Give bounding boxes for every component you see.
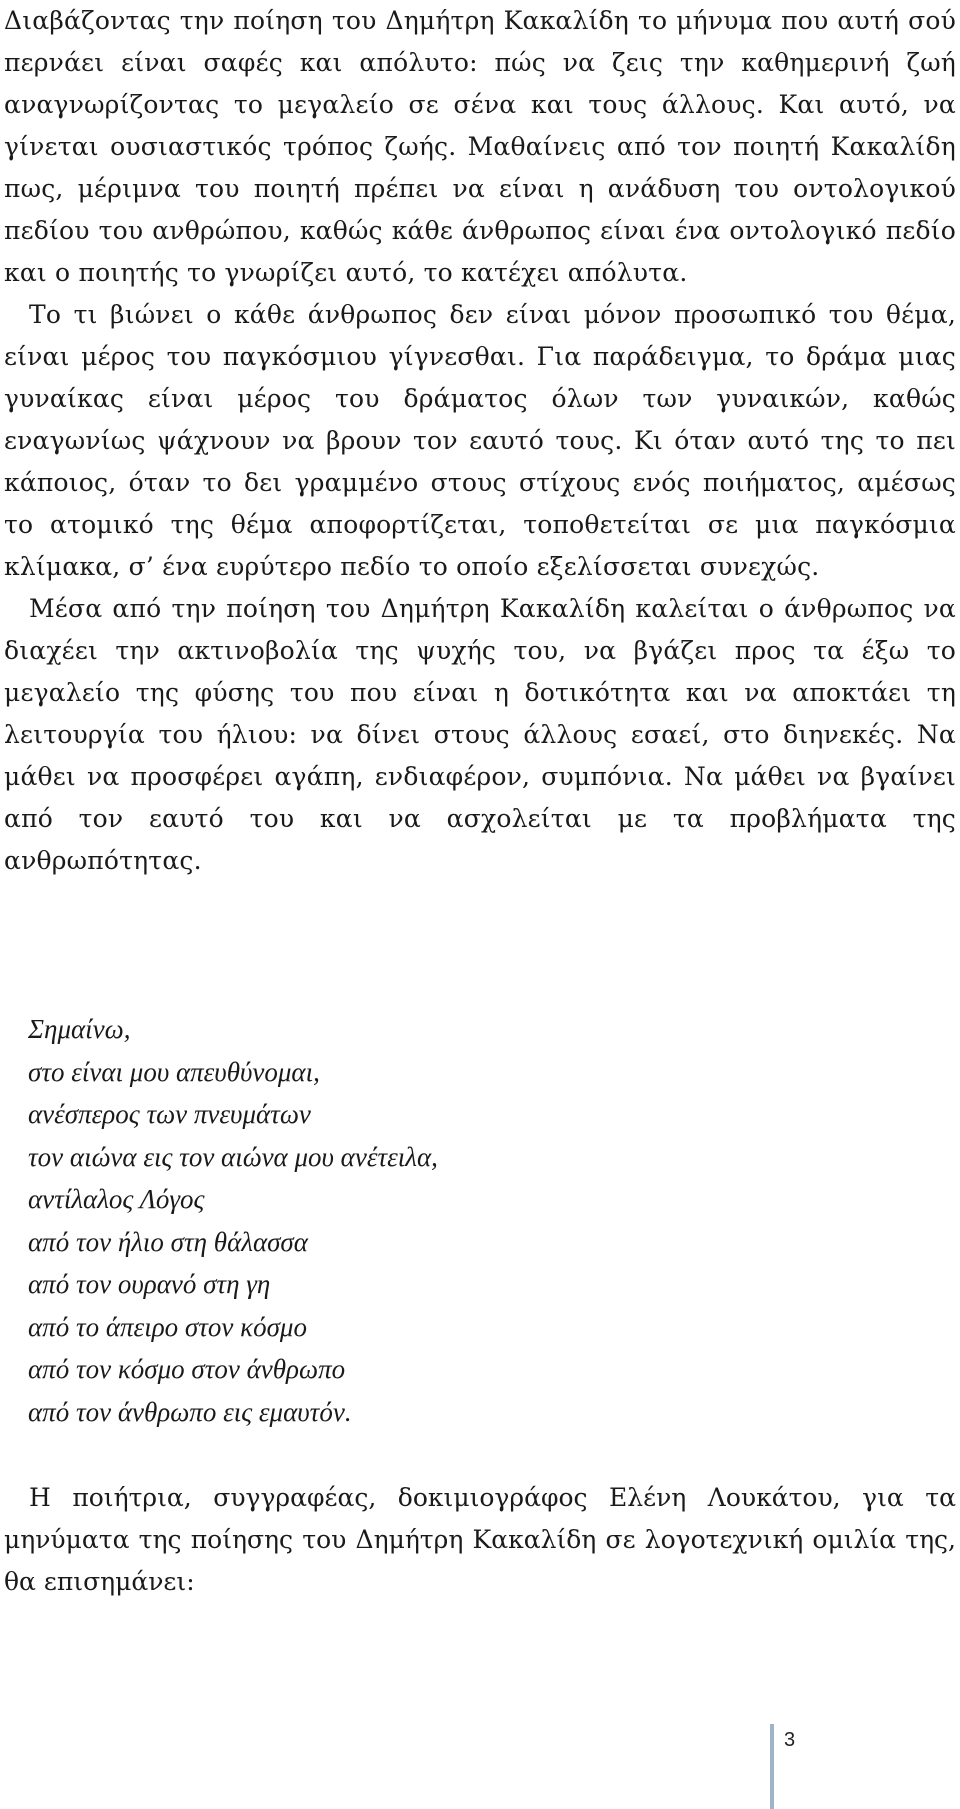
poem-line: από τον ουρανό στη γη [28, 1269, 271, 1299]
page-number: 3 [784, 1729, 796, 1751]
poem-line: από τον άνθρωπο εις εμαυτόν. [28, 1396, 352, 1427]
closing-paragraph: Η ποιήτρια, συγγραφέας, δοκιμιογράφος Ελένη Λουκάτου, για τα μηνύματα της ποίησης του Δημήτρη Κακαλίδη σε λογοτεχνική ομιλία της, θα επισημάνει: [4, 1483, 956, 1596]
body-text [4, 0, 956, 882]
poem-line: αντίλαλος Λόγος [28, 1184, 205, 1214]
poem [28, 1008, 438, 1433]
poem-line: από το άπειρο στον κόσμο [28, 1311, 307, 1342]
page-number-rule [770, 1724, 774, 1809]
paragraph-3: Μέσα από την ποίηση του Δημήτρη Κακαλίδη καλείται ο άνθρωπος να διαχέει την ακτινοβολία της ψυχής του, να βγάζει προς τα έξω το μεγαλείο της φύσης του που είναι η δοτικότητα και να αποκτάει τη λειτουργία του ήλιου: να δίνει στους άλλους εσαεί, στο διηνεκές. Να μάθει να προσφέρει αγάπη, ενδιαφέρον, συμπόνια. Να μάθει να βγαίνει από τον εαυτό του και να ασχολείται με τα προβλήματα της ανθρωπότητας. [4, 594, 956, 875]
poem-line: τον αιώνα εις τον αιώνα μου ανέτειλα, [28, 1141, 438, 1172]
poem-line: από τον κόσμο στον άνθρωπο [28, 1354, 346, 1384]
poem-line: Σημαίνω, [28, 1014, 131, 1044]
poem-line: από τον ήλιο στη θάλασσα [28, 1226, 308, 1257]
poem-line: στο είναι μου απευθύνομαι, [28, 1056, 320, 1087]
paragraph-1: Διαβάζοντας την ποίηση του Δημήτρη Κακαλίδη το μήνυμα που αυτή σού περνάει είναι σαφές και απόλυτο: πώς να ζεις την καθημερινή ζωή αναγνωρίζοντας το μεγαλείο σε σένα και τους άλλους. Και αυτό, να γίνεται ουσιαστικός τρόπος ζωής. Μαθαίνεις από τον ποιητή Κακαλίδη πως, μέριμνα του ποιητή πρέπει να είναι η ανάδυση του οντολογικού πεδίου του ανθρώπου, καθώς κάθε άνθρωπος είναι ένα οντολογικό πεδίο και ο ποιητής το γνωρίζει αυτό, το κατέχει απόλυτα. [4, 6, 956, 287]
poem-line: ανέσπερος των πνευμάτων [28, 1099, 311, 1129]
paragraph-2: Το τι βιώνει ο κάθε άνθρωπος δεν είναι μόνον προσωπικό του θέμα, είναι μέρος του παγκόσμιου γίγνεσθαι. Για παράδειγμα, το δράμα μιας γυναίκας είναι μέρος του δράματος όλων των γυναικών, καθώς εναγωνίως ψάχνουν να βρουν τον εαυτό τους. Κι όταν αυτό της το πει κάποιος, όταν το δει γραμμένο στους στίχους ενός ποιήματος, αμέσως το ατομικό της θέμα αποφορτίζεται, τοποθετείται σε μια παγκόσμια κλίμακα, σ’ ένα ευρύτερο πεδίο το οποίο εξελίσσεται συνεχώς. [4, 300, 956, 581]
